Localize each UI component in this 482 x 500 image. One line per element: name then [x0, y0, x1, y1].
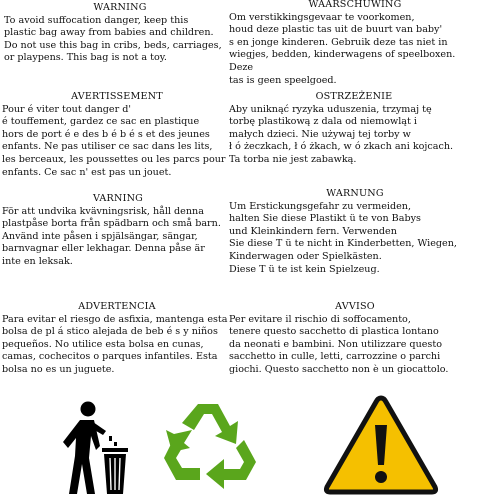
warning-title-english: WARNING: [93, 2, 147, 13]
warning-title-french: AVERTISSEMENT: [71, 91, 163, 102]
warning-title-german: WARNUNG: [326, 188, 384, 199]
warning-text-english: To avoid suffocation danger, keep this plastic bag away from babies and children. Do not use this bag in cribs, beds, carriages, or playpens. This bag is not a toy.: [4, 14, 222, 64]
warning-block-french: [2, 91, 232, 179]
warning-title-spanish: ADVERTENCIA: [78, 301, 156, 312]
warning-text-french: Pour é viter tout danger d' é touffement, gardez ce sac en plastique hors de port é e des b é b é s et des jeunes enfants. Ne pas utiliser ce sac dans les lits, les berceaux, les poussettes ou les parcs pour enfants. Ce sac n' est pas un jouet.: [2, 103, 226, 178]
warning-block-english: [4, 2, 236, 65]
warning-text-dutch: Om verstikkingsgevaar te voorkomen, houd deze plastic tas uit de buurt van baby' s en jonge kinderen. Gebruik deze tas niet in wiegjes, bedden, kinderwagens of speelboxen. Deze tas is geen speelgoed.: [229, 11, 456, 86]
tidyman-dispose-icon: [46, 398, 130, 498]
warning-text-swedish: För att undvika kvävningsrisk, håll denna plastpåse borta från spädbarn och små barn. Använd inte påsen i spjälsängar, sängar, barnvagnar eller lekhagar. Denna påse är inte en leksak.: [2, 205, 221, 267]
warning-block-spanish: [2, 301, 232, 377]
warning-block-swedish: [2, 193, 234, 269]
warning-text-spanish: Para evitar el riesgo de asfixia, mantenga esta bolsa de pl á stico alejada de beb é s y niños pequeños. No utilice esta bolsa en cunas, camas, cochecitos o parques infantiles. Esta bolsa no es un juguete.: [2, 313, 228, 375]
warning-text-italian: Per evitare il rischio di soffocamento, tenere questo sacchetto di plastica lontano da neonati e bambini. Non utilizzare questo sacchetto in culle, letti, carrozzine o parchi giochi. Questo sacchetto non è un giocattolo.: [229, 313, 449, 375]
warning-triangle-icon: [322, 393, 440, 497]
warning-title-swedish: VARNING: [92, 193, 144, 204]
warning-title-italian: AVVISO: [335, 301, 375, 312]
warning-block-polish: [229, 91, 479, 167]
warning-title-dutch: WAARSCHUWING: [308, 0, 402, 10]
warning-block-german: [229, 188, 481, 276]
recycle-icon: [160, 396, 260, 498]
warning-text-polish: Aby uniknąć ryzyka uduszenia, trzymaj tę torbę plastikową z dala od niemowląt i małych dzieci. Nie używaj tej torby w ł ó żeczkach, ł ó żkach, w ó zkach ani kojcach. Ta torba nie jest zabawką.: [229, 103, 454, 165]
warning-block-dutch: [229, 0, 481, 87]
warning-block-italian: [229, 301, 481, 377]
warning-text-german: Um Erstickungsgefahr zu vermeiden, halten Sie diese Plastikt ü te von Babys und Kleinkindern fern. Verwenden Sie diese T ü te nicht in Kinderbetten, Wiegen, Kinderwagen oder Spielkästen. Diese T ü te ist kein Spielzeug.: [229, 200, 457, 275]
warning-title-polish: OSTRZEŻENIE: [315, 91, 393, 102]
